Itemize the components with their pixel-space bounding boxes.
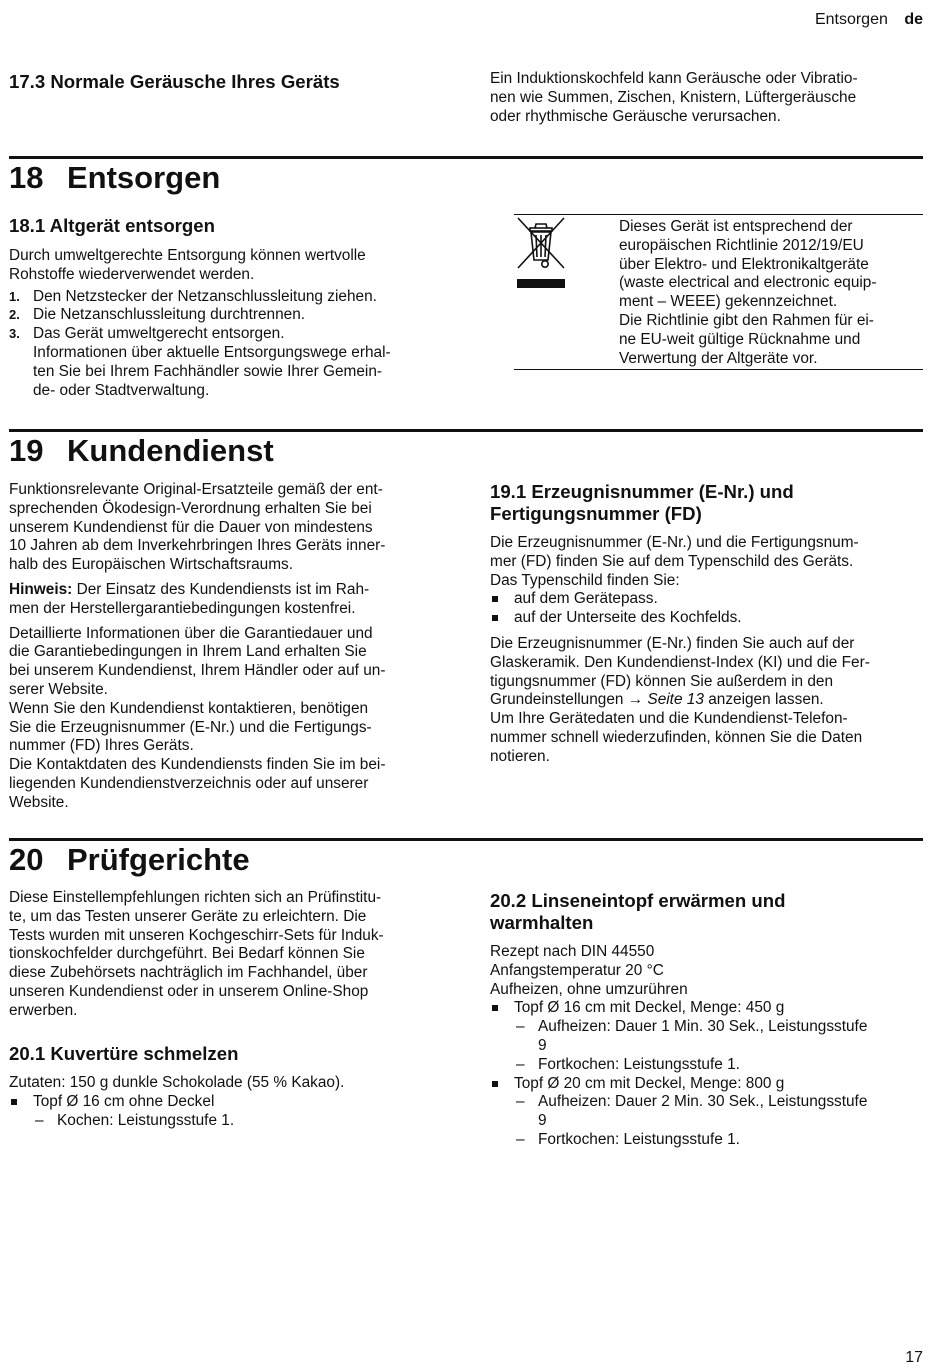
list-item: auf der Unterseite des Kochfelds.: [490, 609, 920, 628]
list-item: Topf Ø 16 cm mit Deckel, Menge: 450 g: [490, 999, 920, 1018]
heading-20-1: 20.1 Kuvertüre schmelzen: [9, 1043, 239, 1064]
text-20-2: Rezept nach DIN 44550 Anfangstemperatur 20 °C Aufheizen, ohne umzurühren Topf Ø 16 cm mit Deckel, Menge: 450 g – Aufheizen: Dauer 1 Min. 30 Sek., Leistungsstufe 9 – Fortkochen: Leistungsstufe 1. Topf Ø 20 cm mit Deckel, Menge: 800 g – Aufheizen: Dauer 2 Min. 30 Sek., Leistungsstufe 9 – Fortkochen: Leistungsstufe 1.: [490, 943, 920, 1150]
weee-rule-bottom: [514, 369, 923, 370]
header-language: de: [904, 11, 923, 28]
list-item: auf dem Gerätepass.: [490, 590, 920, 609]
crossed-out-wheelie-bin-icon: [515, 216, 567, 292]
heading-20-2: 20.2 Linseneintopf erwärmen und warmhalten: [490, 890, 786, 933]
heading-19: 19 Kundendienst: [9, 433, 274, 468]
list-item: Topf Ø 16 cm ohne Deckel: [9, 1093, 449, 1112]
text-17-3: Ein Induktionskochfeld kann Geräusche oder Vibratio- nen wie Summen, Zischen, Knistern, Lüftergeräusche oder rhythmische Geräusche verursachen.: [490, 70, 858, 125]
list-item: – Fortkochen: Leistungsstufe 1.: [490, 1131, 920, 1150]
text-18-1: Durch umweltgerechte Entsorgung können wertvolle Rohstoffe wiederverwendet werden. 1. Den Netzstecker der Netzanschlussleitung ziehen. 2. Die Netzanschlussleitung durchtrennen. 3. Das Gerät umweltgerecht entsorgen. Informationen über aktuelle Entsorgungswege erhal- ten Sie bei Ihrem Fachhändler sowie Ihrer Gemein- de- oder Stadtverwaltung.: [9, 247, 449, 400]
weee-text: Dieses Gerät ist entsprechend der europäischen Richtlinie 2012/19/EU über Elektro- und Elektronikaltgeräte (waste electrical and electronic equip- ment – WEEE) gekennzeichnet. Die Richtlinie gibt den Rahmen für ei- ne EU-weit gültige Rücknahme und Verwertung der Altgeräte vor.: [619, 218, 877, 367]
text-19-left: Funktionsrelevante Original-Ersatzteile gemäß der ent- sprechenden Ökodesign-Verordnung erhalten Sie bei unserem Kundendienst für die Dauer von mindestens 10 Jahren ab dem Inverkehrbringen Ihres Geräts inner- halb des Europäischen Wirtschaftsraums. Hinweis: Der Einsatz des Kundendiensts ist im Rah- men der Herstellergarantiebedingungen kostenfrei. Detaillierte Informationen über die Garantiedauer und die Garantiebedingungen in Ihrem Land erhalten Sie bei unserem Kundendienst, Ihrem Händler oder auf un- serer Website. Wenn Sie den Kundendienst kontaktieren, benötigen Sie die Erzeugnisnummer (E-Nr.) und die Fertigungs- nummer (FD) Ihres Geräts. Die Kontaktdaten des Kundendiensts finden Sie im bei- liegenden Kundendienstverzeichnis oder auf unserer Website.: [9, 481, 449, 813]
typeplate-locations: [490, 590, 920, 628]
weee-rule-top: [514, 214, 923, 215]
text-20-1: Zutaten: 150 g dunkle Schokolade (55 % Kakao). Topf Ø 16 cm ohne Deckel – Kochen: Leistungsstufe 1.: [9, 1074, 449, 1130]
section-rule-18: [9, 156, 923, 159]
running-header: [760, 11, 923, 29]
section-rule-19: [9, 429, 923, 432]
list-item: 1. Den Netzstecker der Netzanschlussleitung ziehen.: [9, 287, 377, 305]
heading-20: 20 Prüfgerichte: [9, 842, 250, 877]
list-item: – Fortkochen: Leistungsstufe 1.: [490, 1056, 920, 1075]
list-item: – Aufheizen: Dauer 2 Min. 30 Sek., Leistungsstufe 9: [490, 1093, 920, 1131]
heading-19-1: 19.1 Erzeugnisnummer (E-Nr.) und Fertigungsnummer (FD): [490, 481, 794, 524]
text-19-1: Die Erzeugnisnummer (E-Nr.) und die Fertigungsnum- mer (FD) finden Sie auf dem Typenschild des Geräts. Das Typenschild finden Sie: auf dem Gerätepass. auf der Unterseite des Kochfelds. Die Erzeugnisnummer (E-Nr.) finden Sie auch auf der Glaskeramik. Den Kundendienst-Index (KI) und die Fer- tigungsnummer (FD) können Sie außerdem in den Grundeinstellungen → Seite 13 anzeigen lassen. Um Ihre Gerätedaten und die Kundendienst-Telefon- nummer schnell wiederzufinden, können Sie die Daten notieren.: [490, 534, 920, 767]
list-item: – Kochen: Leistungsstufe 1.: [9, 1112, 449, 1131]
section-rule-20: [9, 838, 923, 841]
header-section: Entsorgen: [814, 11, 888, 28]
list-item: 3. Das Gerät umweltgerecht entsorgen. Informationen über aktuelle Entsorgungswege erhal- ten Sie bei Ihrem Fachhändler sowie Ihrer Gemein- de- oder Stadtverwaltung.: [9, 325, 391, 399]
text-20-intro: Diese Einstellempfehlungen richten sich an Prüfinstitu- te, um das Testen unserer Geräte zu erleichtern. Die Tests wurden mit unseren Kochgeschirr-Sets für Induk- tionskochfelder durchgeführt. Bei Bedarf können Sie diese Zubehörsets nachträglich im Fachhandel, über unseren Kundendienst oder in unserem Online-Shop erwerben.: [9, 889, 384, 1019]
note: Hinweis: Der Einsatz des Kundendiensts ist im Rah-: [9, 580, 370, 598]
page-number: 17: [905, 1349, 923, 1366]
heading-18-1: 18.1 Altgerät entsorgen: [9, 215, 215, 236]
disposal-steps: [9, 288, 449, 401]
list-item: Topf Ø 20 cm mit Deckel, Menge: 800 g: [490, 1075, 920, 1094]
list-item: 2. Die Netzanschlussleitung durchtrennen.: [9, 306, 306, 324]
page-reference-link[interactable]: Seite 13: [643, 691, 704, 709]
heading-18: 18 Entsorgen: [9, 160, 221, 195]
list-item: – Aufheizen: Dauer 1 Min. 30 Sek., Leistungsstufe 9: [490, 1018, 920, 1056]
arrow-right-icon: →: [627, 691, 644, 709]
heading-17-3: 17.3 Normale Geräusche Ihres Geräts: [9, 71, 340, 92]
